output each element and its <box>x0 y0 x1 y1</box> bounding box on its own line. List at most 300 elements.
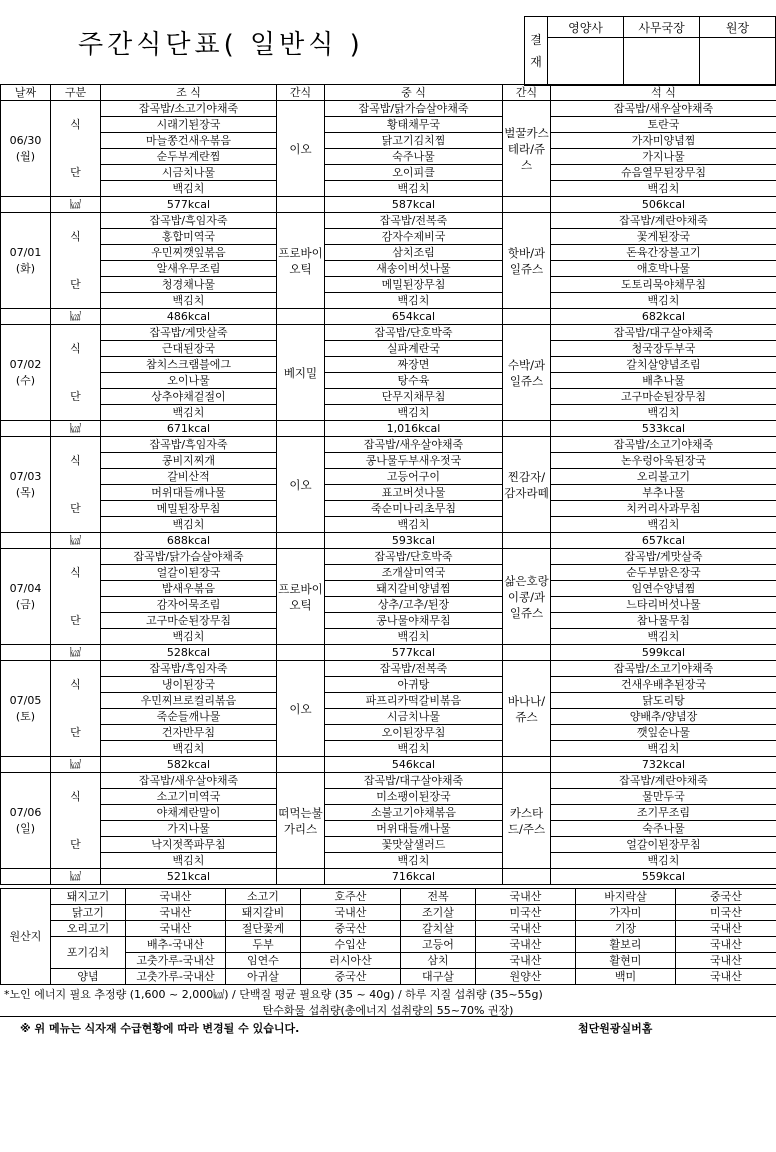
approval-role-director: 원장 <box>700 17 776 38</box>
breakfast-item: 마늘쫑건새우볶음 <box>101 133 277 149</box>
kcal-label: ㎉ <box>51 757 101 773</box>
origin-item: 닭고기 <box>51 905 126 921</box>
menu-row <box>1 229 776 245</box>
category-cell <box>51 261 101 277</box>
category-cell: 식 <box>51 677 101 693</box>
breakfast-item: 잡곡밥/새우살야채죽 <box>101 773 277 789</box>
lunch-item: 새송이버섯나물 <box>325 261 503 277</box>
lunch-item: 메밀된장무침 <box>325 277 503 293</box>
origin-item: 포기김치 <box>51 937 126 969</box>
category-cell <box>51 517 101 533</box>
origin-country: 호주산 <box>301 889 401 905</box>
category-cell <box>51 181 101 197</box>
menu-row <box>1 325 776 341</box>
origin-item: 바지락살 <box>576 889 676 905</box>
snack2-kcal <box>503 645 551 661</box>
breakfast-item: 백김치 <box>101 853 277 869</box>
origin-country: 미국산 <box>476 905 576 921</box>
lunch-item: 백김치 <box>325 629 503 645</box>
dinner-item: 오리불고기 <box>551 469 776 485</box>
dinner-item: 잡곡밥/새우살야채죽 <box>551 101 776 117</box>
dinner-item: 깻잎순나물 <box>551 725 776 741</box>
kcal-spacer <box>1 421 51 437</box>
lunch-item: 단무지채무침 <box>325 389 503 405</box>
snack2-cell: 수박/과일쥬스 <box>503 325 551 421</box>
origin-item: 백미 <box>576 969 676 985</box>
lunch-kcal: 716kcal <box>325 869 503 885</box>
category-cell <box>51 597 101 613</box>
origin-country: 국내산 <box>301 905 401 921</box>
lunch-item: 백김치 <box>325 853 503 869</box>
snack1-cell: 이오 <box>277 437 325 533</box>
kcal-spacer <box>1 533 51 549</box>
breakfast-kcal: 688kcal <box>101 533 277 549</box>
header-date: 날짜 <box>1 85 51 101</box>
header-breakfast: 조 식 <box>101 85 277 101</box>
category-cell <box>51 325 101 341</box>
dinner-item: 잡곡밥/게맛살죽 <box>551 549 776 565</box>
dinner-item: 돈육간장불고기 <box>551 245 776 261</box>
breakfast-item: 알새우무조림 <box>101 261 277 277</box>
menu-row <box>1 693 776 709</box>
date-value: 06/30 <box>9 133 42 147</box>
snack2-cell: 찐감자/감자라떼 <box>503 437 551 533</box>
snack2-cell: 바나나/쥬스 <box>503 661 551 757</box>
change-notice: ※ 위 메뉴는 식자재 수급현황에 따라 변경될 수 있습니다. <box>20 1022 300 1035</box>
lunch-item: 상추/고추/된장 <box>325 597 503 613</box>
dinner-item: 백김치 <box>551 517 776 533</box>
nutrition-note: *노인 에너지 필요 추정량 (1,600 ~ 2,000㎉) / 단백질 평균 필요량 (35 ~ 40g) / 하루 지질 섭취량 (35~55g) <box>4 988 543 1001</box>
kcal-label: ㎉ <box>51 645 101 661</box>
lunch-item: 잡곡밥/새우살야채죽 <box>325 437 503 453</box>
breakfast-item: 홍합미역국 <box>101 229 277 245</box>
menu-row <box>1 565 776 581</box>
snack2-cell: 핫바/과일쥬스 <box>503 213 551 309</box>
menu-row <box>1 629 776 645</box>
kcal-row <box>1 533 776 549</box>
breakfast-item: 시금치나물 <box>101 165 277 181</box>
breakfast-item: 죽순들깨나물 <box>101 709 277 725</box>
breakfast-item: 백김치 <box>101 293 277 309</box>
lunch-kcal: 587kcal <box>325 197 503 213</box>
header-snack1: 간식 <box>277 85 325 101</box>
snack1-cell: 베지밀 <box>277 325 325 421</box>
dinner-item: 고구마순된장무침 <box>551 389 776 405</box>
lunch-item: 백김치 <box>325 741 503 757</box>
origin-country: 국내산 <box>676 953 776 969</box>
lunch-item: 고등어구이 <box>325 469 503 485</box>
breakfast-item: 백김치 <box>101 181 277 197</box>
kcal-row <box>1 757 776 773</box>
category-cell: 단 <box>51 389 101 405</box>
dinner-item: 백김치 <box>551 181 776 197</box>
dinner-item: 참나물무침 <box>551 613 776 629</box>
menu-row <box>1 453 776 469</box>
menu-row <box>1 773 776 789</box>
lunch-item: 감자수제비국 <box>325 229 503 245</box>
dinner-item: 도토리묵야채무침 <box>551 277 776 293</box>
origin-label: 원산지 <box>1 889 51 985</box>
breakfast-kcal: 577kcal <box>101 197 277 213</box>
origin-row <box>1 889 776 905</box>
snack2-kcal <box>503 533 551 549</box>
category-cell: 단 <box>51 165 101 181</box>
menu-row <box>1 149 776 165</box>
origin-country: 국내산 <box>126 905 226 921</box>
breakfast-kcal: 486kcal <box>101 309 277 325</box>
lunch-item: 오이피클 <box>325 165 503 181</box>
snack2-kcal <box>503 197 551 213</box>
day-date <box>1 325 51 421</box>
kcal-label: ㎉ <box>51 869 101 885</box>
kcal-spacer <box>1 869 51 885</box>
breakfast-item: 백김치 <box>101 629 277 645</box>
lunch-item: 콩나물야채무침 <box>325 613 503 629</box>
origin-country: 국내산 <box>676 937 776 953</box>
kcal-spacer <box>1 309 51 325</box>
category-cell <box>51 549 101 565</box>
category-cell <box>51 693 101 709</box>
menu-row <box>1 853 776 869</box>
breakfast-item: 낙지젓쪽파무침 <box>101 837 277 853</box>
approval-label: 결 재 <box>525 17 548 86</box>
origin-country: 고춧가루-국내산 <box>126 953 226 969</box>
breakfast-item: 갈비산적 <box>101 469 277 485</box>
dinner-item: 조기무조림 <box>551 805 776 821</box>
category-cell: 단 <box>51 277 101 293</box>
header-category: 구분 <box>51 85 101 101</box>
kcal-label: ㎉ <box>51 533 101 549</box>
origin-country: 국내산 <box>676 921 776 937</box>
breakfast-item: 얼갈이된장국 <box>101 565 277 581</box>
approval-role-manager: 사무국장 <box>624 17 700 38</box>
weekday-value: (목) <box>15 485 36 499</box>
page-title: 주간식단표( 일반식 ) <box>78 30 364 60</box>
kcal-row <box>1 421 776 437</box>
menu-row <box>1 133 776 149</box>
snack2-kcal <box>503 309 551 325</box>
origin-item: 두부 <box>226 937 301 953</box>
breakfast-kcal: 521kcal <box>101 869 277 885</box>
snack1-cell: 프로바이오틱 <box>277 549 325 645</box>
lunch-item: 백김치 <box>325 405 503 421</box>
menu-row <box>1 389 776 405</box>
lunch-item: 조개살미역국 <box>325 565 503 581</box>
dinner-item: 갈치살양념조림 <box>551 357 776 373</box>
menu-row <box>1 581 776 597</box>
origin-table <box>0 888 776 985</box>
kcal-spacer <box>1 197 51 213</box>
dinner-item: 잡곡밥/대구살야채죽 <box>551 325 776 341</box>
date-value: 07/05 <box>9 693 42 707</box>
lunch-item: 백김치 <box>325 517 503 533</box>
lunch-item: 백김치 <box>325 181 503 197</box>
dinner-kcal: 732kcal <box>551 757 776 773</box>
breakfast-item: 콩비지찌개 <box>101 453 277 469</box>
breakfast-item: 밥새우볶음 <box>101 581 277 597</box>
menu-header-row <box>1 85 776 101</box>
category-cell: 식 <box>51 341 101 357</box>
category-cell: 식 <box>51 453 101 469</box>
day-date <box>1 773 51 869</box>
lunch-kcal: 1,016kcal <box>325 421 503 437</box>
menu-row <box>1 405 776 421</box>
dinner-item: 양배추/양념장 <box>551 709 776 725</box>
menu-row <box>1 549 776 565</box>
origin-item: 절단꽃게 <box>226 921 301 937</box>
category-cell <box>51 133 101 149</box>
lunch-item: 꽃맛살샐러드 <box>325 837 503 853</box>
approval-sign-2 <box>624 38 700 86</box>
kcal-spacer <box>1 645 51 661</box>
snack1-cell: 이오 <box>277 661 325 757</box>
lunch-item: 백김치 <box>325 293 503 309</box>
breakfast-item: 근대된장국 <box>101 341 277 357</box>
menu-row <box>1 117 776 133</box>
dinner-item: 잡곡밥/소고기야채죽 <box>551 437 776 453</box>
lunch-item: 잡곡밥/단호박죽 <box>325 325 503 341</box>
category-cell <box>51 357 101 373</box>
origin-country: 원양산 <box>476 969 576 985</box>
category-cell <box>51 469 101 485</box>
origin-item: 삼치 <box>401 953 476 969</box>
breakfast-item: 청경채나물 <box>101 277 277 293</box>
lunch-item: 시금치나물 <box>325 709 503 725</box>
category-cell: 식 <box>51 789 101 805</box>
lunch-item: 소불고기야채볶음 <box>325 805 503 821</box>
origin-item: 오리고기 <box>51 921 126 937</box>
category-cell: 단 <box>51 501 101 517</box>
breakfast-item: 시래기된장국 <box>101 117 277 133</box>
snack2-cell: 삶은호랑이콩/과일쥬스 <box>503 549 551 645</box>
breakfast-item: 머위대들깨나물 <box>101 485 277 501</box>
origin-country: 국내산 <box>476 937 576 953</box>
kcal-spacer <box>1 757 51 773</box>
breakfast-item: 잡곡밥/흑임자죽 <box>101 661 277 677</box>
snack1-cell: 이오 <box>277 101 325 197</box>
dinner-item: 느타리버섯나물 <box>551 597 776 613</box>
snack2-kcal <box>503 421 551 437</box>
day-date <box>1 661 51 757</box>
date-value: 07/01 <box>9 245 42 259</box>
category-cell <box>51 485 101 501</box>
category-cell: 식 <box>51 229 101 245</box>
lunch-item: 잡곡밥/전복죽 <box>325 661 503 677</box>
weekday-value: (화) <box>15 261 36 275</box>
category-cell <box>51 405 101 421</box>
breakfast-item: 냉이된장국 <box>101 677 277 693</box>
lunch-item: 잡곡밥/닭가슴살야채죽 <box>325 101 503 117</box>
dinner-item: 임연수양념찜 <box>551 581 776 597</box>
menu-row <box>1 661 776 677</box>
snack1-cell: 프로바이오틱 <box>277 213 325 309</box>
lunch-item: 닭고기김치찜 <box>325 133 503 149</box>
origin-item: 돼지고기 <box>51 889 126 905</box>
day-date <box>1 101 51 197</box>
origin-item: 전복 <box>401 889 476 905</box>
menu-row <box>1 709 776 725</box>
category-cell <box>51 581 101 597</box>
menu-row <box>1 821 776 837</box>
breakfast-kcal: 528kcal <box>101 645 277 661</box>
breakfast-item: 잡곡밥/닭가슴살야채죽 <box>101 549 277 565</box>
lunch-item: 삼치조림 <box>325 245 503 261</box>
menu-row <box>1 613 776 629</box>
weekday-value: (금) <box>15 597 36 611</box>
dinner-item: 가지나물 <box>551 149 776 165</box>
lunch-item: 짜장면 <box>325 357 503 373</box>
menu-row <box>1 725 776 741</box>
header-snack2: 간식 <box>503 85 551 101</box>
breakfast-item: 우민찌브로컬리볶음 <box>101 693 277 709</box>
breakfast-item: 백김치 <box>101 741 277 757</box>
kcal-row <box>1 197 776 213</box>
lunch-item: 아귀탕 <box>325 677 503 693</box>
category-cell <box>51 805 101 821</box>
menu-row <box>1 245 776 261</box>
category-cell <box>51 709 101 725</box>
header-lunch: 중 식 <box>325 85 503 101</box>
menu-row <box>1 597 776 613</box>
category-cell <box>51 773 101 789</box>
lunch-item: 돼지갈비양념찜 <box>325 581 503 597</box>
category-cell <box>51 437 101 453</box>
dinner-item: 치커리사과무침 <box>551 501 776 517</box>
category-cell: 식 <box>51 565 101 581</box>
weekday-value: (월) <box>15 149 36 163</box>
dinner-item: 숙주나물 <box>551 821 776 837</box>
origin-item: 임연수 <box>226 953 301 969</box>
menu-row <box>1 181 776 197</box>
dinner-kcal: 506kcal <box>551 197 776 213</box>
breakfast-item: 우민찌깻잎볶음 <box>101 245 277 261</box>
breakfast-item: 오이나물 <box>101 373 277 389</box>
dinner-kcal: 599kcal <box>551 645 776 661</box>
category-cell <box>51 245 101 261</box>
dinner-item: 애호박나물 <box>551 261 776 277</box>
origin-item: 활현미 <box>576 953 676 969</box>
breakfast-item: 상추야채겉절이 <box>101 389 277 405</box>
weekday-value: (수) <box>15 373 36 387</box>
lunch-item: 탕수육 <box>325 373 503 389</box>
menu-row <box>1 293 776 309</box>
origin-item: 아귀살 <box>226 969 301 985</box>
dinner-item: 슈음열무된장무침 <box>551 165 776 181</box>
lunch-kcal: 654kcal <box>325 309 503 325</box>
breakfast-item: 잡곡밥/흑임자죽 <box>101 437 277 453</box>
origin-country: 국내산 <box>476 953 576 969</box>
dinner-kcal: 657kcal <box>551 533 776 549</box>
menu-row <box>1 741 776 757</box>
snack2-cell: 카스타드/주스 <box>503 773 551 869</box>
kcal-label: ㎉ <box>51 197 101 213</box>
menu-row <box>1 805 776 821</box>
dinner-item: 논우렁아욱된장국 <box>551 453 776 469</box>
menu-row <box>1 469 776 485</box>
lunch-item: 미소팽이된장국 <box>325 789 503 805</box>
origin-country: 국내산 <box>676 969 776 985</box>
snack1-kcal <box>277 309 325 325</box>
approval-box <box>524 16 776 86</box>
header-dinner: 석 식 <box>551 85 776 101</box>
snack1-kcal <box>277 421 325 437</box>
snack1-kcal <box>277 533 325 549</box>
origin-country: 배추-국내산 <box>126 937 226 953</box>
menu-row <box>1 101 776 117</box>
breakfast-item: 순두부계란찜 <box>101 149 277 165</box>
origin-item: 돼지갈비 <box>226 905 301 921</box>
category-cell <box>51 293 101 309</box>
menu-row <box>1 165 776 181</box>
origin-row <box>1 937 776 953</box>
snack2-kcal <box>503 869 551 885</box>
dinner-item: 물만두국 <box>551 789 776 805</box>
dinner-item: 백김치 <box>551 405 776 421</box>
dinner-item: 잡곡밥/계란야채죽 <box>551 213 776 229</box>
menu-row <box>1 277 776 293</box>
date-value: 07/03 <box>9 469 42 483</box>
approval-sign-3 <box>700 38 776 86</box>
menu-row <box>1 501 776 517</box>
dinner-item: 백김치 <box>551 853 776 869</box>
kcal-row <box>1 309 776 325</box>
snack2-cell: 벌꿀카스테라/쥬스 <box>503 101 551 197</box>
menu-table <box>0 84 776 885</box>
category-cell <box>51 853 101 869</box>
lunch-kcal: 577kcal <box>325 645 503 661</box>
lunch-item: 파프리카떡갈비볶음 <box>325 693 503 709</box>
dinner-item: 백김치 <box>551 629 776 645</box>
dinner-item: 얼갈이된장무침 <box>551 837 776 853</box>
origin-country: 수입산 <box>301 937 401 953</box>
origin-country: 중국산 <box>301 921 401 937</box>
dinner-kcal: 682kcal <box>551 309 776 325</box>
origin-row <box>1 921 776 937</box>
dinner-item: 잡곡밥/소고기야채죽 <box>551 661 776 677</box>
breakfast-item: 소고기미역국 <box>101 789 277 805</box>
kcal-label: ㎉ <box>51 421 101 437</box>
lunch-kcal: 546kcal <box>325 757 503 773</box>
lunch-item: 죽순미나리초무침 <box>325 501 503 517</box>
date-value: 07/04 <box>9 581 42 595</box>
origin-country: 미국산 <box>676 905 776 921</box>
breakfast-item: 잡곡밥/소고기야채죽 <box>101 101 277 117</box>
dinner-item: 청국장두부국 <box>551 341 776 357</box>
breakfast-item: 잡곡밥/게맛살죽 <box>101 325 277 341</box>
origin-item: 기장 <box>576 921 676 937</box>
approval-role-dietitian: 영양사 <box>548 17 624 38</box>
kcal-label: ㎉ <box>51 309 101 325</box>
weekday-value: (일) <box>15 821 36 835</box>
breakfast-item: 백김치 <box>101 517 277 533</box>
menu-row <box>1 677 776 693</box>
origin-country: 국내산 <box>126 889 226 905</box>
date-value: 07/06 <box>9 805 42 819</box>
category-cell <box>51 741 101 757</box>
divider <box>0 1016 776 1017</box>
origin-country: 국내산 <box>476 921 576 937</box>
snack2-kcal <box>503 757 551 773</box>
breakfast-item: 고구마순된장무침 <box>101 613 277 629</box>
lunch-item: 잡곡밥/전복죽 <box>325 213 503 229</box>
breakfast-item: 참치스크램블에그 <box>101 357 277 373</box>
dinner-item: 닭도리탕 <box>551 693 776 709</box>
snack1-kcal <box>277 869 325 885</box>
lunch-item: 오이된장무침 <box>325 725 503 741</box>
origin-item: 가자미 <box>576 905 676 921</box>
dinner-item: 백김치 <box>551 293 776 309</box>
snack1-kcal <box>277 757 325 773</box>
